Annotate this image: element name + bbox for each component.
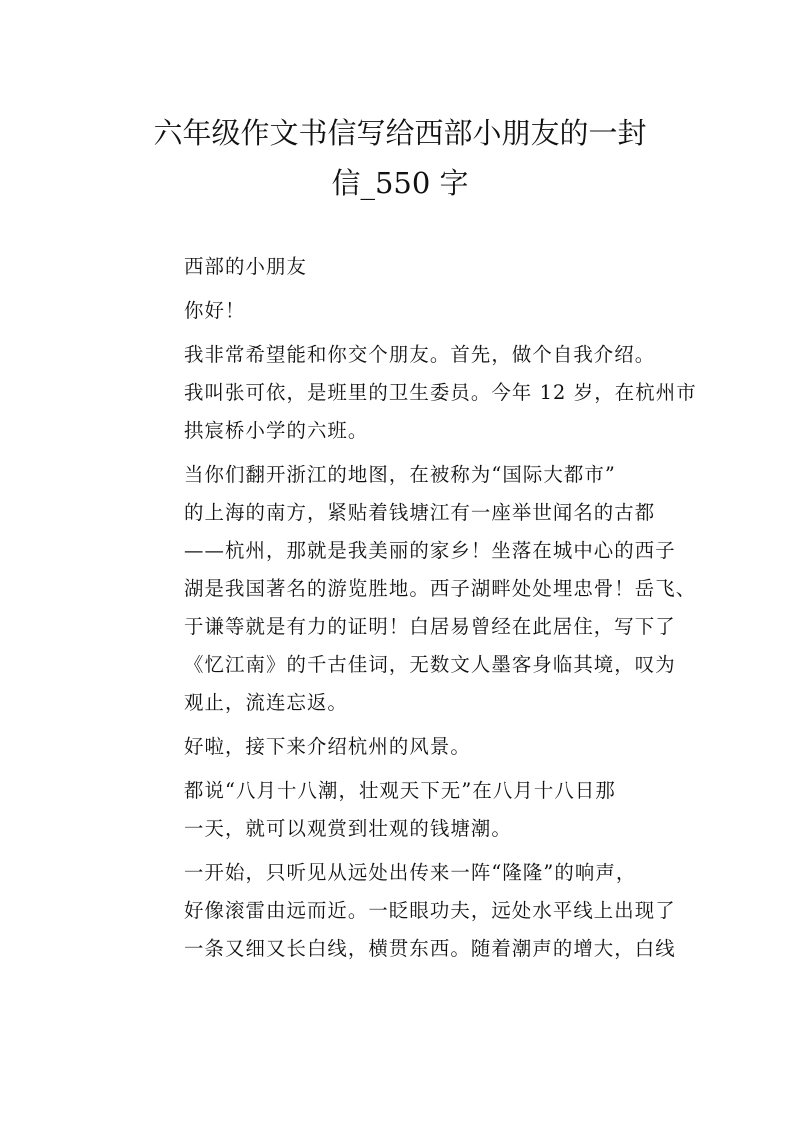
text-line: 都说“八月十八潮，壮观天下无”在八月十八日那 bbox=[184, 779, 616, 802]
text-line: 我叫张可依，是班里的卫生委员。今年 12 岁，在杭州市 bbox=[184, 381, 697, 404]
text-line: 我非常希望能和你交个朋友。首先，做个自我介绍。 bbox=[184, 343, 656, 366]
paragraph-tide-description bbox=[143, 854, 676, 968]
text-line: 观止，流连忘返。 bbox=[184, 691, 348, 714]
text-line: 的上海的南方，紧贴着钱塘江有一座举世闻名的古都 bbox=[184, 501, 656, 524]
text-line: 湖是我国著名的游览胜地。西子湖畔处处埋忠骨！岳飞、 bbox=[184, 577, 697, 600]
text-line: 当你们翻开浙江的地图，在被称为“国际大都市” bbox=[184, 463, 616, 486]
text-line: 你好！ bbox=[184, 299, 246, 322]
text-line: ——杭州，那就是我美丽的家乡！坐落在城中心的西子 bbox=[184, 539, 676, 562]
title-line: 信_550 字 bbox=[331, 166, 469, 200]
text-line: 一天，就可以观赏到壮观的钱塘潮。 bbox=[184, 817, 512, 840]
paragraph-tide-intro bbox=[143, 772, 663, 848]
document-title bbox=[130, 108, 670, 208]
text-line: 《忆江南》的千古佳词，无数文人墨客身临其境，叹为 bbox=[184, 653, 676, 676]
text-line: 拱宸桥小学的六班。 bbox=[184, 419, 369, 442]
text-line: 好啦，接下来介绍杭州的风景。 bbox=[184, 735, 471, 758]
salutation bbox=[143, 248, 663, 286]
text-line: 好像滚雷由远而近。一眨眼功夫，远处水平线上出现了 bbox=[184, 899, 676, 922]
greeting bbox=[143, 292, 663, 330]
text-line: 西部的小朋友 bbox=[184, 255, 307, 278]
letter-body bbox=[143, 248, 697, 974]
title-line: 六年级作文书信写给西部小朋友的一封 bbox=[153, 116, 647, 150]
paragraph-hangzhou bbox=[143, 456, 697, 722]
text-line: 一开始，只听见从远处出传来一阵“隆隆”的响声， bbox=[184, 861, 637, 884]
paragraph-introduction bbox=[143, 336, 697, 450]
text-line: 于谦等就是有力的证明！白居易曾经在此居住，写下了 bbox=[184, 615, 676, 638]
text-line: 一条又细又长白线，横贯东西。随着潮声的增大，白线 bbox=[184, 937, 676, 960]
paragraph-transition bbox=[143, 728, 663, 766]
